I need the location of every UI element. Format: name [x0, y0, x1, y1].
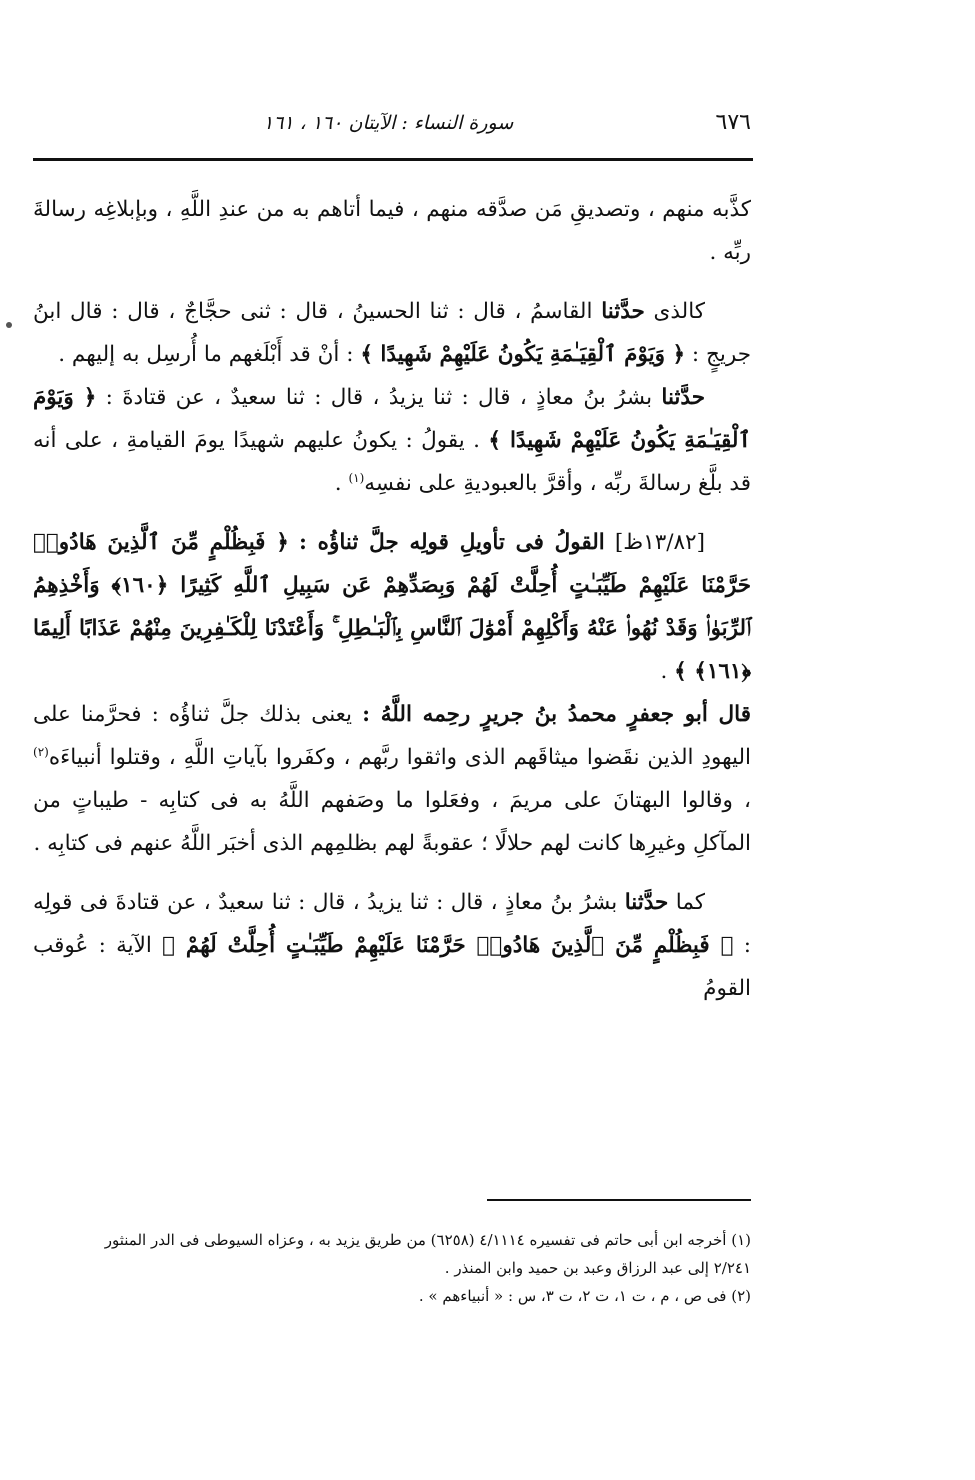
- paragraph-2: [33, 290, 751, 376]
- p4-end: .: [660, 659, 668, 684]
- p2-haddathana: حدَّثنا: [601, 299, 645, 324]
- p3-end: .: [334, 471, 342, 496]
- p2-lead: كالذى: [653, 299, 705, 324]
- p6-lead: كما: [675, 890, 705, 915]
- p2-quran-verse: ﴿ وَيَوْمَ ٱلْقِيَـٰمَةِ يَكُونُ عَلَيْهِمْ شَهِيدًا ﴾: [360, 342, 686, 367]
- p3-tail: . يقولُ : يكونُ عليهم شهيدًا يومَ القيامةِ ، على أنه قد بلَّغ رسالةَ ربِّه ، وأقرَّ بالعبوديةِ على نفسِه: [33, 428, 751, 496]
- p6-tail: الآية : عُوقب القومُ: [33, 933, 751, 1001]
- p5-tail: ، وقالوا البهتانَ على مريمَ ، وفعَلوا ما وصَفهم اللَّهُ به فى كتابِه - طيباتٍ من المآكلِ وغيرِها كانت لهم حلالًا ؛ عقوبةً لهم بظلمِهم الذى أخبَر اللَّهُ عنهم فى كتابِه .: [33, 788, 751, 856]
- footnote-1-continued: [33, 1254, 751, 1282]
- footnote-marker-2: (٢): [33, 744, 49, 759]
- section-heading: القولُ فى تأويلِ قولِه جلَّ ثناؤُه :: [298, 530, 605, 555]
- author-attribution: قال أبو جعفرٍ محمدُ بنُ جريرٍ رحِمه اللَّهُ :: [362, 702, 751, 727]
- paragraph-1: [33, 188, 751, 274]
- footnote-1-line-2: ٢/٢٤١ إلى عبد الرزاق وعبد بن حميد وابن المنذر .: [444, 1259, 751, 1277]
- footnote-marker-1: (١): [348, 470, 365, 485]
- p6-isnad: بشرُ بنُ معاذٍ ، قال : ثنا يزيدُ ، قال : ثنا سعيدٌ ، عن قتادةَ فى قولِه :: [33, 890, 752, 958]
- main-text: [33, 188, 751, 1010]
- running-title: سورة النساء : الآيتان ١٦٠ ، ١٦١: [263, 112, 514, 134]
- footnote-1: [33, 1226, 751, 1254]
- footnote-2-text: (٢) فى ص ، م ، ت ١، ت ٢، ت ٣، س : « أنبياءهم » .: [418, 1287, 751, 1305]
- p6-haddathana: حدَّثنا: [624, 890, 669, 915]
- page-header: [35, 106, 751, 146]
- paragraph-5: [33, 693, 751, 865]
- p2-isnad: القاسمُ ، قال : ثنا الحسينُ ، قال : ثنى حجَّاجٌ ، قال : قال ابنُ جريجٍ :: [33, 299, 751, 367]
- p6-quran-verse: ﴿ فَبِظُلْمٍ مِّنَ ٱلَّذِينَ هَادُوا۟ حَرَّمْنَا عَلَيْهِمْ طَيِّبَـٰتٍ أُحِلَّتْ لَهُمْ ﴾: [162, 933, 734, 958]
- footnote-2: [33, 1282, 751, 1310]
- footnote-1-line-1: (١) أخرجه ابن أبى حاتم فى تفسيره ٤/١١١٤ (٦٢٥٨) من طريق يزيد به ، وعزاه السيوطى فى الدر المنثور: [104, 1231, 751, 1249]
- paragraph-1-text: كذَّبه منهم ، وتصديقِ مَن صدَّقه منهم ، فيما أتاهم به من عندِ اللَّهِ ، وبإبلاغِه رسالةَ ربِّه .: [33, 197, 751, 265]
- page-number: ٦٧٦: [715, 110, 751, 135]
- paragraph-3: [33, 376, 751, 505]
- p3-haddathana: حدَّثنا: [661, 385, 705, 410]
- p3-isnad: بشرُ بنُ معاذٍ ، قال : ثنا يزيدُ ، قال : ثنا سعيدٌ ، عن قتادةَ :: [105, 385, 653, 410]
- margin-mark: [6, 322, 12, 328]
- header-rule: [33, 158, 753, 161]
- folio-reference: [١٣/٨٢ظ]: [614, 530, 705, 555]
- footnote-rule: [487, 1199, 751, 1201]
- p5-text: يعنى بذلك جلَّ ثناؤُه : فحرَّمنا على اليهودِ الذين نقَضوا ميثاقَهم الذى واثقوا ربَّهم ، وكفَروا بآياتِ اللَّهِ ، وقتلوا أنبياءَه: [33, 702, 751, 770]
- footnotes: [33, 1226, 751, 1310]
- paragraph-6: [33, 881, 751, 1010]
- p3-quran-verse: ﴿ وَيَوْمَ ٱلْقِيَـٰمَةِ يَكُونُ عَلَيْهِمْ شَهِيدًا ﴾: [33, 385, 751, 453]
- p2-tail: : أنْ قد أَبْلَغهم ما أُرسِل به إليهم .: [58, 342, 354, 367]
- p4-quran-verse: ﴿ فَبِظُلْمٍ مِّنَ ٱلَّذِينَ هَادُوا۟ حَرَّمْنَا عَلَيْهِمْ طَيِّبَـٰتٍ أُحِلَّتْ لَهُمْ وَبِصَدِّهِمْ عَن سَبِيلِ ٱللَّهِ كَثِيرًا ﴿١٦٠﴾ وَأَخْذِهِمُ ٱلرِّبَوٰا۟ وَقَدْ نُهُوا۟ عَنْهُ وَأَكْلِهِمْ أَمْوَٰلَ ٱلنَّاسِ بِٱلْبَـٰطِلِ ۚ وَأَعْتَدْنَا لِلْكَـٰفِرِينَ مِنْهُمْ عَذَابًا أَلِيمًا ﴿١٦١﴾ ﴾: [33, 530, 751, 684]
- paragraph-4: [33, 521, 751, 693]
